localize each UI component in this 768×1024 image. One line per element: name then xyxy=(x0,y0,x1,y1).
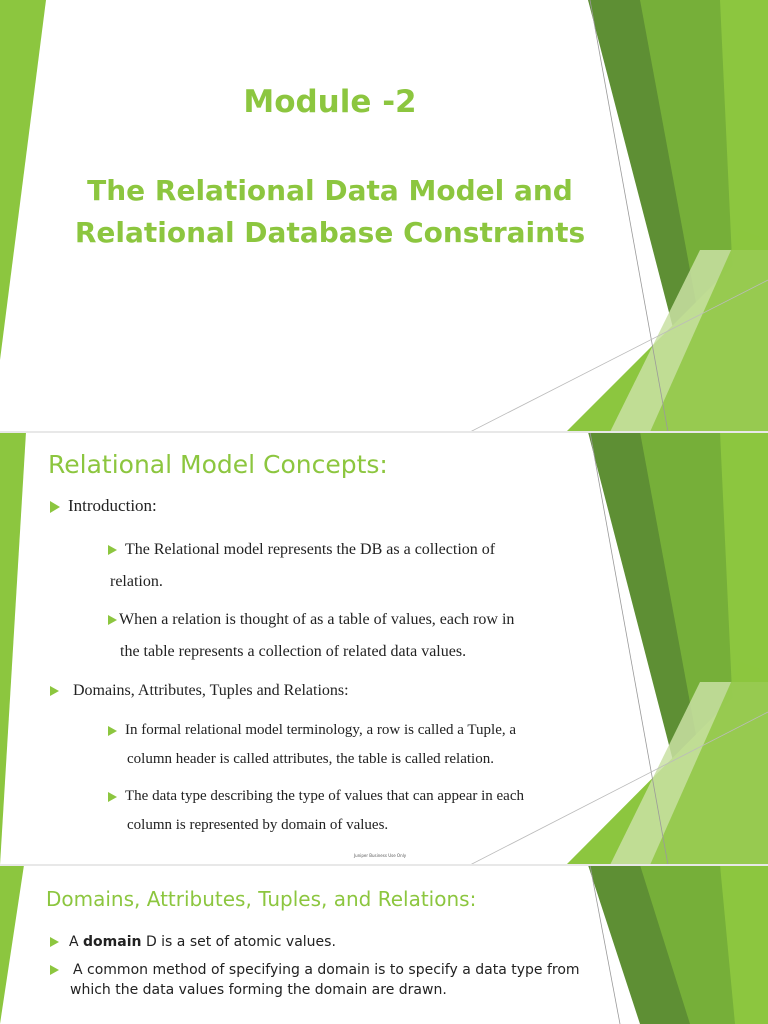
arrow-bullet-icon xyxy=(50,937,59,947)
bullet-text-line-1: When a relation is thought of as a table of values, each row in xyxy=(119,611,515,628)
bullet-text-line-1: The Relational model represents the DB as a collection of xyxy=(125,541,496,558)
arrow-bullet-icon xyxy=(108,792,117,802)
bullet-text-line-2: relation. xyxy=(110,573,163,590)
bullet-text-line-2: column header is called attributes, the table is called relation. xyxy=(127,751,494,767)
title-line-2: Relational Database Constraints xyxy=(74,216,586,249)
keyword-domain: domain xyxy=(83,934,142,950)
bullet-text-line-2: which the data values forming the domain are drawn. xyxy=(70,982,447,998)
sub-bullet-relation-table xyxy=(108,604,568,668)
sub-bullet-terminology xyxy=(108,716,558,774)
bullet-text-line-2: column is represented by domain of values. xyxy=(127,817,389,833)
arrow-bullet-icon xyxy=(50,965,59,975)
section-heading: Domains, Attributes, Tuples, and Relations: xyxy=(46,887,477,911)
bullet-domain-definition xyxy=(50,932,580,952)
arrow-bullet-icon xyxy=(50,686,59,696)
arrow-bullet-icon xyxy=(50,501,60,513)
section-heading: Relational Model Concepts: xyxy=(48,450,388,479)
bullet-text-line-1: A common method of specifying a domain is to specify a data type from xyxy=(73,962,580,978)
sub-bullet-relational-model xyxy=(108,534,568,598)
slide-title xyxy=(0,170,660,254)
title-line-1: The Relational Data Model and xyxy=(87,174,573,207)
bullet-text-line-1: The data type describing the type of values that can appear in each xyxy=(125,788,524,804)
bullet-introduction xyxy=(50,496,157,516)
bullet-domain-method xyxy=(50,960,580,1000)
slide-separator xyxy=(0,431,768,433)
bullet-label: Introduction: xyxy=(68,496,157,515)
arrow-bullet-icon xyxy=(108,615,117,625)
slide-title xyxy=(0,0,768,432)
sub-bullet-data-type xyxy=(108,782,558,840)
arrow-bullet-icon xyxy=(108,726,117,736)
bullet-post: D is a set of atomic values. xyxy=(145,934,336,950)
slide-separator xyxy=(0,864,768,866)
arrow-bullet-icon xyxy=(108,545,117,555)
bullet-label: Domains, Attributes, Tuples and Relations: xyxy=(73,682,349,699)
slide-relational-model-concepts xyxy=(0,432,768,865)
slide-domains-attributes xyxy=(0,865,768,1024)
bullet-text-line-2: the table represents a collection of related data values. xyxy=(120,643,467,660)
module-title: Module -2 xyxy=(243,84,417,120)
footer-note: Juniper Business Use Only xyxy=(354,853,407,858)
bullet-pre: A xyxy=(69,934,79,950)
bullet-text-line-1: In formal relational model terminology, a row is called a Tuple, a xyxy=(125,722,517,738)
bullet-domains xyxy=(50,682,349,700)
